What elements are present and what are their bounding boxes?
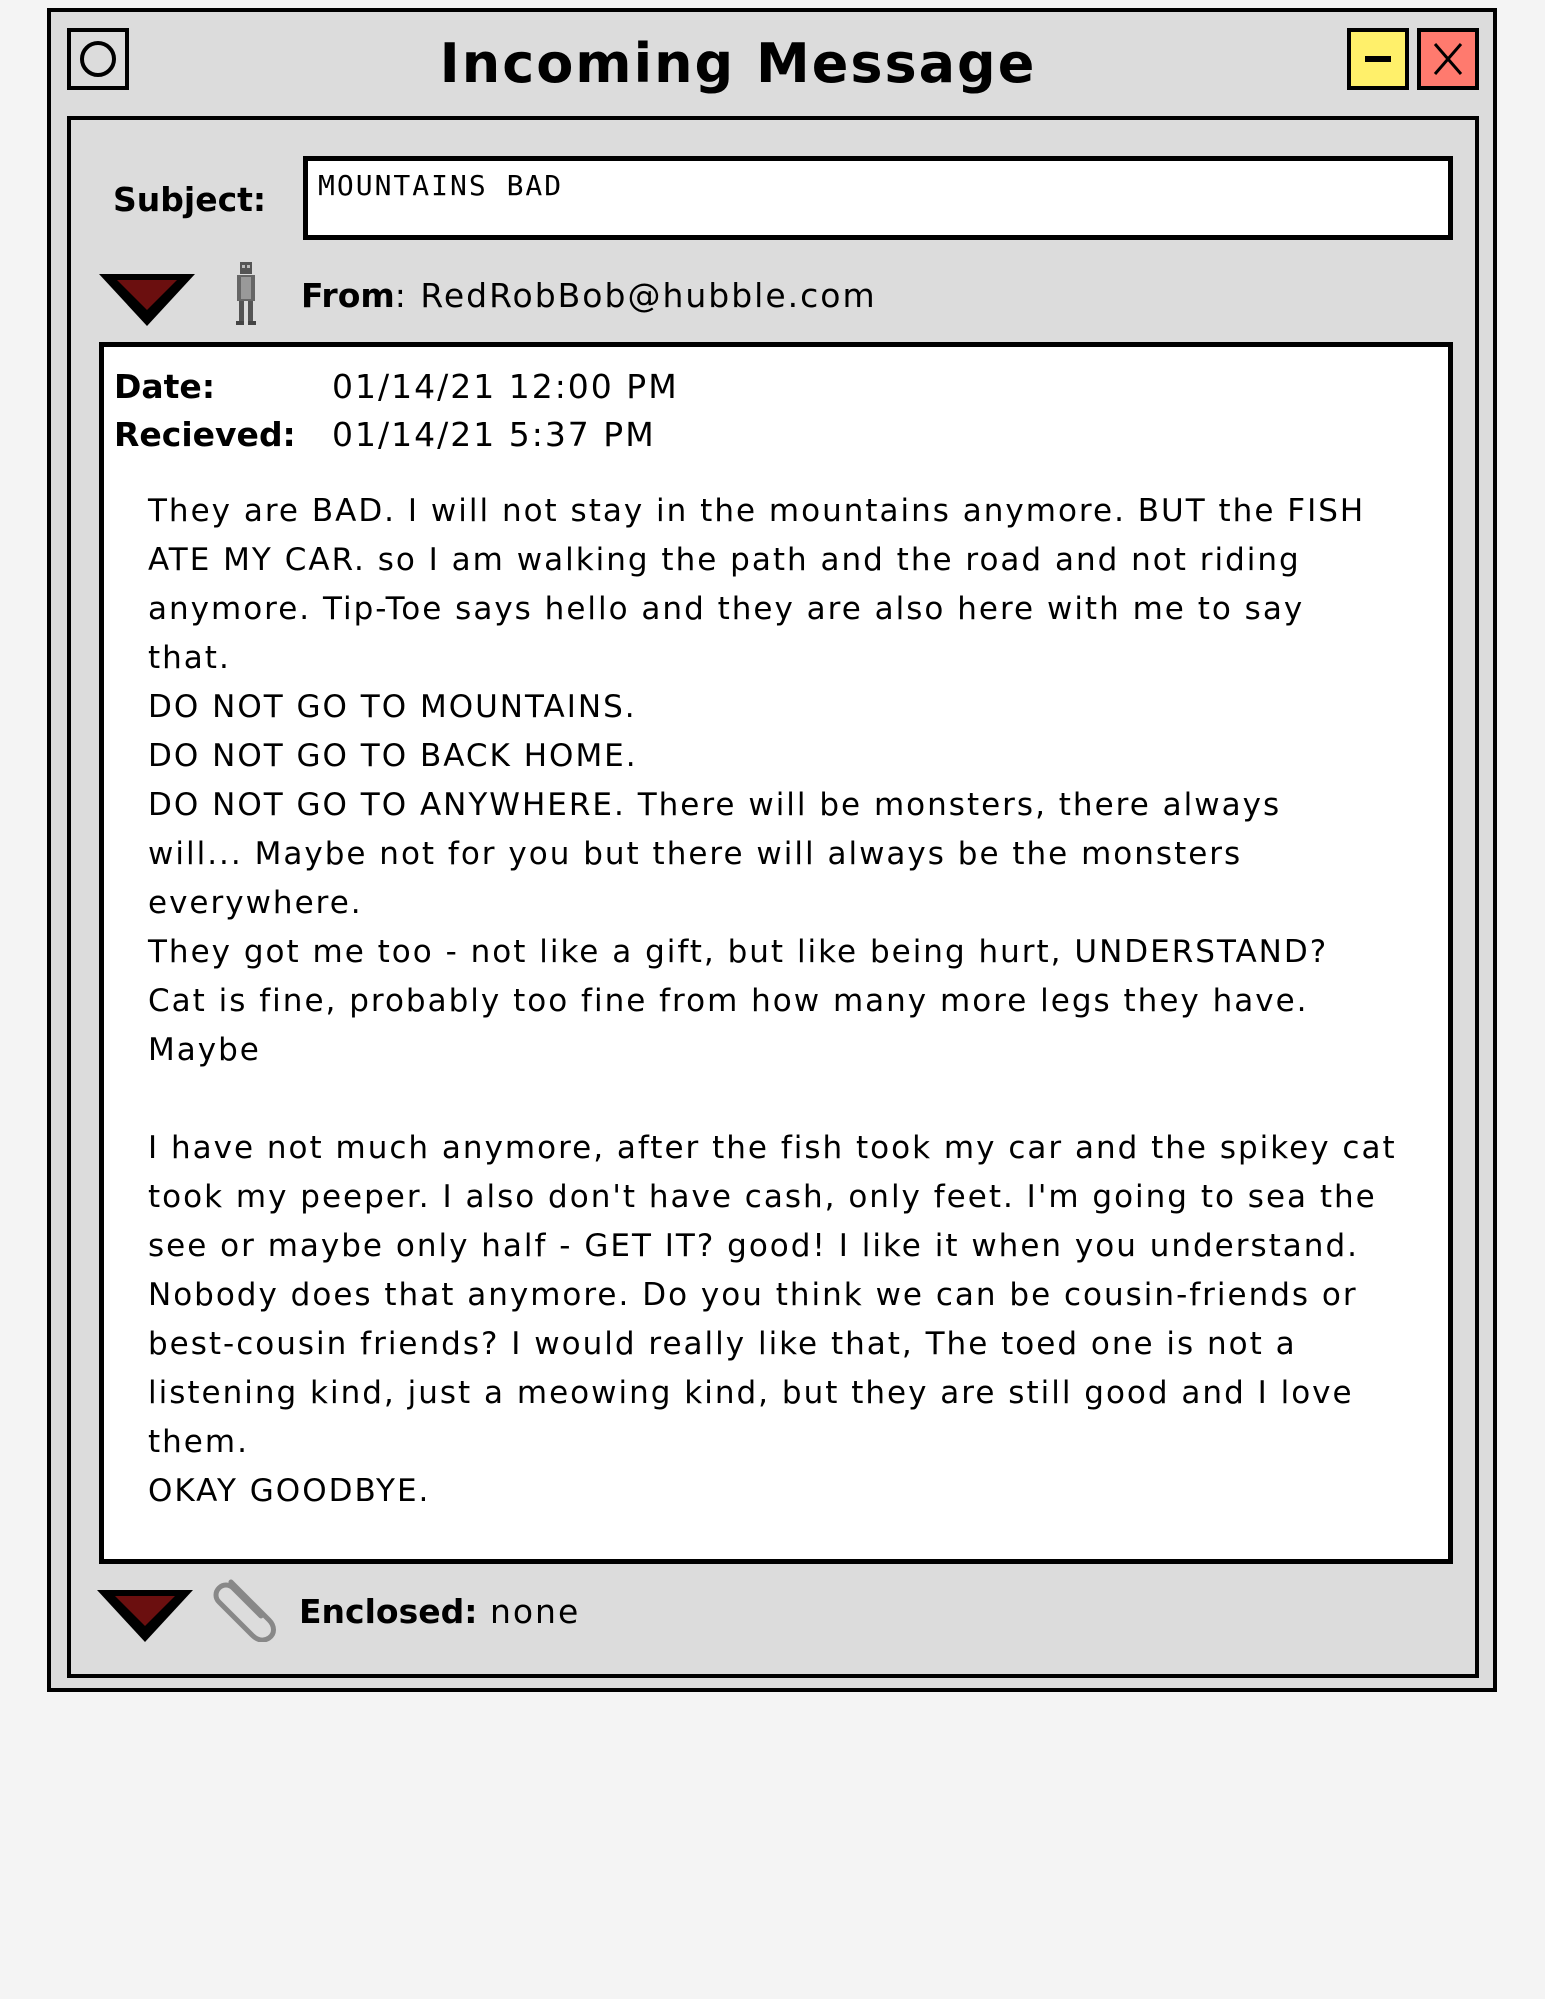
minimize-button[interactable] xyxy=(1347,28,1409,90)
from-label: From xyxy=(301,276,395,315)
triangle-down-icon[interactable] xyxy=(97,270,197,330)
enclosed-line xyxy=(299,1592,580,1631)
subject-label: Subject: xyxy=(113,180,267,219)
message-panel xyxy=(67,116,1479,1678)
from-separator: : xyxy=(394,276,408,315)
date-value: 01/14/21 12:00 PM xyxy=(332,367,679,406)
received-value: 01/14/21 5:37 PM xyxy=(332,415,656,454)
enclosed-row xyxy=(95,1576,1455,1656)
close-x-icon xyxy=(1429,40,1467,78)
triangle-down-icon[interactable] xyxy=(95,1586,195,1646)
enclosed-label: Enclosed: xyxy=(299,1592,478,1631)
from-row xyxy=(97,260,1457,330)
received-label: Recieved: xyxy=(114,415,296,454)
received-row xyxy=(114,411,679,459)
message-body-box[interactable] xyxy=(99,342,1453,1564)
paperclip-icon xyxy=(209,1576,279,1642)
from-address[interactable]: RedRobBob@hubble.com xyxy=(420,276,877,315)
date-label: Date: xyxy=(114,367,216,406)
person-icon xyxy=(231,260,261,326)
window-title: Incoming Message xyxy=(439,32,1037,95)
close-button[interactable] xyxy=(1417,28,1479,90)
message-meta xyxy=(114,363,679,459)
minimize-icon xyxy=(1365,56,1391,62)
title-bar[interactable] xyxy=(67,28,1479,98)
from-line xyxy=(301,276,877,315)
message-text: They are BAD. I will not stay in the mountains anymore. BUT the FISH ATE MY CAR. so I am walking the path and the road and not riding anymore. Tip-Toe says hello and they are also here with me to say that. DO NOT GO TO MOUNTAINS. DO NOT GO TO BACK HOME. DO NOT GO TO ANYWHERE. There will be monsters, there always will... Maybe not for you but there will always be the monsters everywhere. They got me too - not like a gift, but like being hurt, UNDERSTAND? Cat is fine, probably too fine from how many more legs they have. Maybe I have not much anymore, after the fish took my car and the spikey cat took my peeper. I also don't have cash, only feet. I'm going to sea the see or maybe only half - GET IT? good! I like it when you understand. Nobody does that anymore. Do you think we can be cousin-friends or best-cousin friends? I would really like that, The toed one is not a listening kind, just a meowing kind, but they are still good and I love them. OKAY GOODBYE. xyxy=(148,493,1397,1509)
date-row xyxy=(114,363,679,411)
circle-close-icon[interactable] xyxy=(67,28,129,90)
message-window xyxy=(47,8,1497,1692)
subject-field[interactable]: MOUNTAINS BAD xyxy=(303,156,1453,240)
enclosed-value: none xyxy=(489,1592,581,1631)
close-box-ring xyxy=(80,41,116,77)
